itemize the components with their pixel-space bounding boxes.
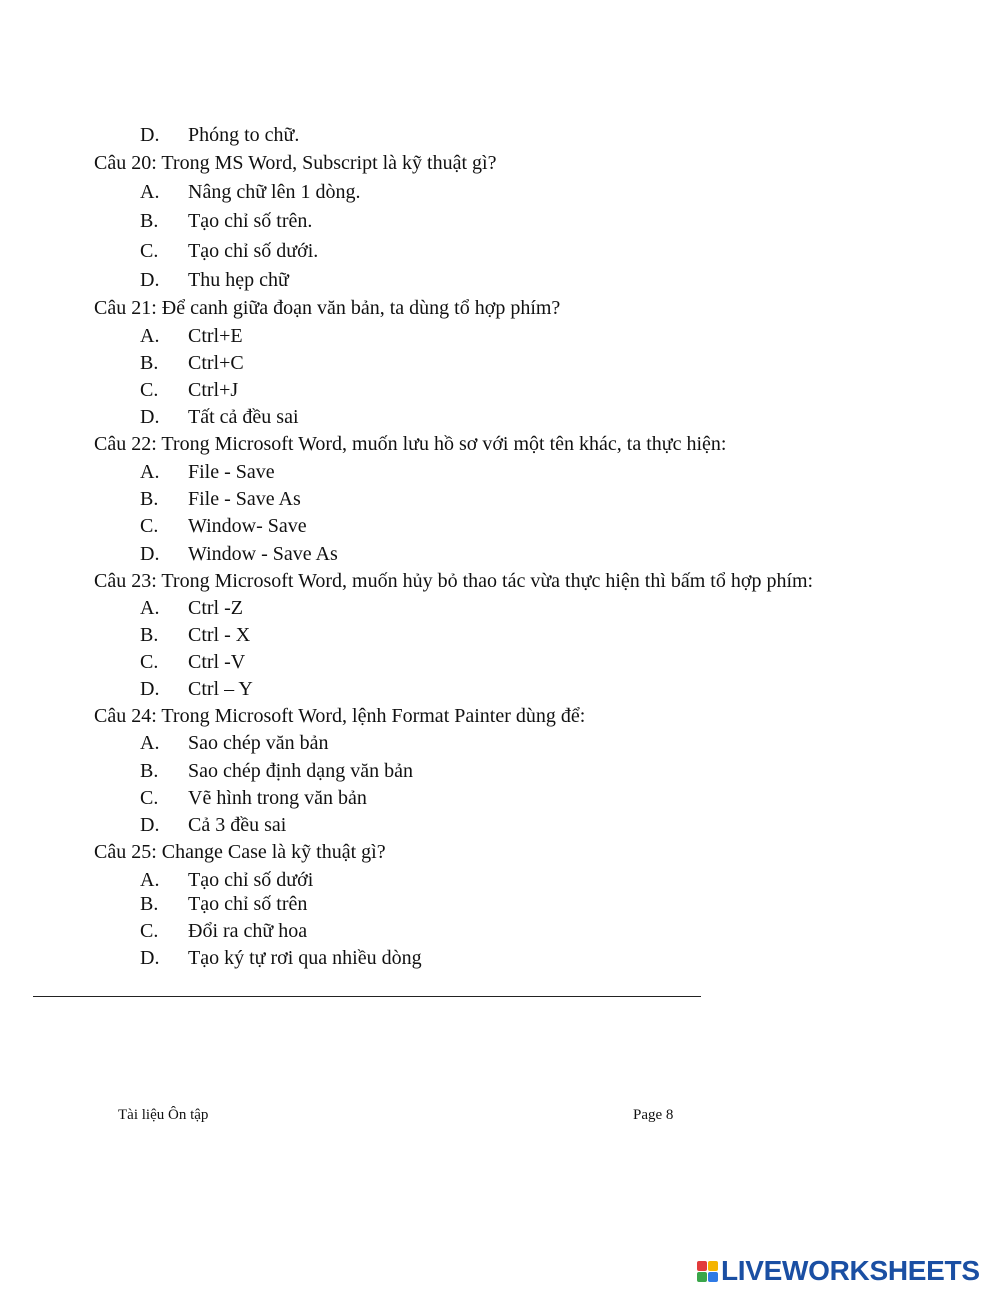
option-letter: A.: [140, 597, 160, 619]
footer-title: Tài liệu Ôn tập: [118, 1107, 209, 1123]
option-row: [0, 677, 900, 701]
option-letter: D.: [140, 678, 160, 700]
question-title: Câu 25: Change Case là kỹ thuật gì?: [94, 841, 386, 863]
option-letter: D.: [140, 406, 160, 428]
option-row: [0, 892, 900, 916]
option-row: [0, 868, 900, 892]
brand-name: LIVEWORKSHEETS: [721, 1255, 980, 1286]
option-row: [0, 487, 900, 511]
option-row: [0, 759, 900, 783]
option-letter: D.: [140, 269, 160, 291]
page-number: Page 8: [633, 1107, 674, 1123]
option-text: File - Save: [188, 461, 275, 483]
option-letter: C.: [140, 920, 159, 942]
option-row: [0, 946, 900, 970]
option-letter: A.: [140, 461, 160, 483]
option-text: Tạo chỉ số trên: [188, 893, 308, 915]
question-title: Câu 24: Trong Microsoft Word, lệnh Format Painter dùng để:: [94, 705, 586, 727]
option-text: Thu hẹp chữ: [188, 269, 289, 291]
option-row: [0, 405, 900, 429]
option-row: [0, 239, 900, 263]
option-row: [0, 919, 900, 943]
option-letter: B.: [140, 760, 159, 782]
option-row: [0, 180, 900, 204]
question-title: Câu 20: Trong MS Word, Subscript là kỹ thuật gì?: [94, 152, 497, 174]
option-letter: C.: [140, 787, 159, 809]
option-letter: B.: [140, 352, 159, 374]
option-row: [0, 731, 900, 755]
footer-divider: [33, 996, 701, 997]
option-letter: D.: [140, 947, 160, 969]
option-letter: A.: [140, 325, 160, 347]
option-text: Tạo chỉ số dưới.: [188, 240, 319, 262]
option-text: Tạo chỉ số dưới: [188, 869, 314, 891]
option-row: [0, 324, 900, 348]
option-text: Nâng chữ lên 1 dòng.: [188, 181, 361, 203]
option-letter: B.: [140, 624, 159, 646]
option-text: Ctrl+C: [188, 352, 244, 374]
option-row: [0, 268, 900, 292]
option-text: Cả 3 đều sai: [188, 814, 287, 836]
option-text: Ctrl -Z: [188, 597, 243, 619]
option-letter: C.: [140, 379, 159, 401]
option-row: [0, 514, 900, 538]
option-letter: A.: [140, 732, 160, 754]
option-text: Tạo chỉ số trên.: [188, 210, 313, 232]
option-text: Ctrl - X: [188, 624, 251, 646]
option-row: [0, 596, 900, 620]
question-title: Câu 21: Để canh giữa đoạn văn bản, ta dùng tổ hợp phím?: [94, 297, 561, 319]
option-letter: C.: [140, 651, 159, 673]
option-text: File - Save As: [188, 488, 301, 510]
option-row: [0, 351, 900, 375]
option-text: Ctrl – Y: [188, 678, 253, 700]
option-text: Ctrl+J: [188, 379, 239, 401]
option-text: Phóng to chữ.: [188, 124, 300, 146]
option-letter: B.: [140, 893, 159, 915]
option-text: Tất cả đều sai: [188, 406, 299, 428]
option-text: Ctrl -V: [188, 651, 246, 673]
option-text: Tạo ký tự rơi qua nhiều dòng: [188, 947, 422, 969]
option-text: Vẽ hình trong văn bản: [188, 787, 367, 809]
option-letter: D.: [140, 543, 160, 565]
option-text: Sao chép văn bản: [188, 732, 329, 754]
option-row: [0, 378, 900, 402]
option-text: Đổi ra chữ hoa: [188, 920, 308, 942]
option-row: [0, 650, 900, 674]
option-letter: B.: [140, 488, 159, 510]
option-text: Window - Save As: [188, 543, 338, 565]
option-letter: C.: [140, 515, 159, 537]
option-letter: D.: [140, 124, 160, 146]
option-row: [0, 123, 900, 147]
brand-watermark[interactable]: [697, 1253, 980, 1289]
option-text: Ctrl+E: [188, 325, 243, 347]
option-letter: D.: [140, 814, 160, 836]
option-row: [0, 460, 900, 484]
option-letter: A.: [140, 869, 160, 891]
option-row: [0, 623, 900, 647]
question-title: Câu 22: Trong Microsoft Word, muốn lưu hồ sơ với một tên khác, ta thực hiện:: [94, 433, 727, 455]
option-letter: C.: [140, 240, 159, 262]
option-text: Sao chép định dạng văn bản: [188, 760, 413, 782]
liveworksheets-logo-icon: [697, 1261, 718, 1282]
option-letter: B.: [140, 210, 159, 232]
option-text: Window- Save: [188, 515, 307, 537]
option-letter: A.: [140, 181, 160, 203]
option-row: [0, 813, 900, 837]
option-row: [0, 786, 900, 810]
option-row: [0, 542, 900, 566]
question-title: Câu 23: Trong Microsoft Word, muốn hủy bỏ thao tác vừa thực hiện thì bấm tổ hợp phím:: [94, 570, 814, 592]
option-row: [0, 209, 900, 233]
